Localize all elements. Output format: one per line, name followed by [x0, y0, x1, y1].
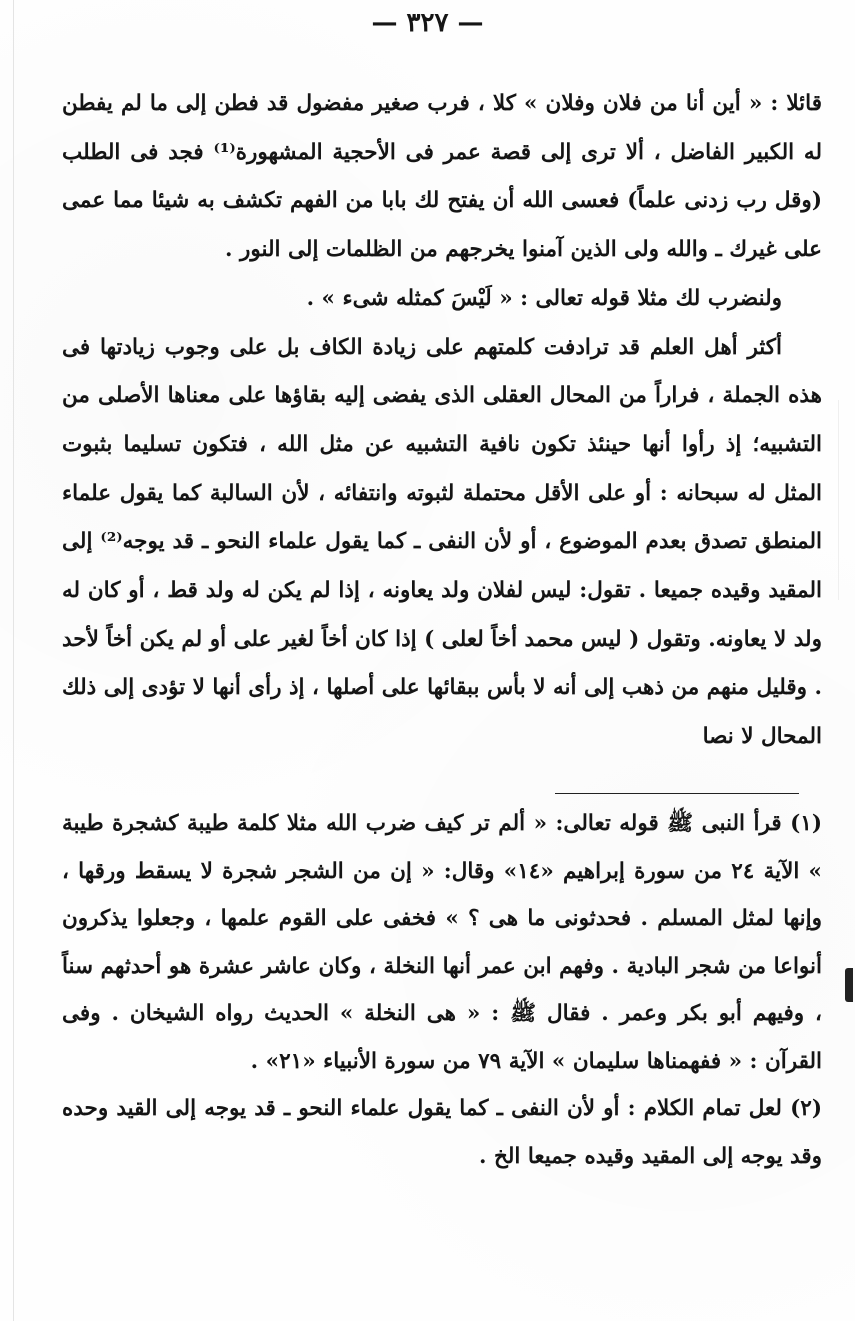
footnotes [62, 800, 822, 1180]
page-edge-crease [838, 400, 839, 600]
footnote: (٢) لعل تمام الكلام : أو لأن النفى ـ كما يقول علماء النحو ـ قد يوجه إلى القيد وحده وقد يوجه إلى المقيد وقيده جميعا الخ . [62, 1096, 822, 1169]
paragraph: أكثر أهل العلم قد ترادفت كلمتهم على زيادة الكاف بل على وجوب زيادتها فى هذه الجملة ، فراراً من المحال العقلى الذى يفضى إليه بقاؤها على معناها الأصلى من التشبيه؛ إذ رأوا أنها حينئذ تكون نافية التشبيه عن مثل الله ، فتكون تسليما بثبوت المثل له سبحانه : أو على الأقل محتملة لثبوته وانتفائه ، لأن السالبة كما يقول علماء المنطق تصدق بعدم الموضوع ، أو لأن النفى ـ كما يقول علماء النحو ـ قد يوجه⁽²⁾ إلى المقيد وقيده جميعا . تقول: ليس لفلان ولد يعاونه ، إذا لم يكن له ولد قط ، أو كان له ولد لا يعاونه. وتقول ( ليس محمد أخاً لعلى ) إذا كان أخاً لغير على أو لم يكن أخاً لأحد . وقليل منهم من ذهب إلى أنه لا بأس ببقائها على أصلها ، إذ رأى أنها لا تؤدى إلى ذلك المحال لا نصا [62, 334, 822, 750]
page-number: — ٣٢٧ — [371, 8, 484, 38]
footnote: (١) قرأ النبى ﷺ قوله تعالى: « ألم تر كيف ضرب الله مثلا كلمة طيبة كشجرة طيبة » الآية ٢٤ من سورة إبراهيم «١٤» وقال: « إن من الشجر شجرة لا يسقط ورقها ، وإنها لمثل المسلم . فحدثونى ما هى ؟ » فخفى على القوم علمها ، وجعلوا يذكرون أنواعا من شجر البادية . وفهم ابن عمر أنها النخلة ، وكان عاشر عشرة هو أحدثهم سناً ، وفيهم أبو بكر وعمر . فقال ﷺ : « هى النخلة » الحديث رواه الشيخان . وفى القرآن : « ففهمناها سليمان » الآية ٧٩ من سورة الأنبياء «٢١» . [62, 811, 822, 1074]
paragraph: قائلا : « أين أنا من فلان وفلان » كلا ، فرب صغير مفضول قد فطن إلى ما لم يفطن له الكبير الفاضل ، ألا ترى إلى قصة عمر فى الأحجية المشهورة⁽¹⁾ فجد فى الطلب (وقل رب زدنى علماً) فعسى الله أن يفتح لك بابا من الفهم تكشف به شيئا مما عمى على غيرك ـ والله ولى الذين آمنوا يخرجهم من الظلمات إلى النور . [62, 91, 822, 263]
main-text [62, 80, 822, 762]
page-edge-shadow [13, 0, 14, 1321]
footnote-separator [555, 793, 799, 794]
paragraph: ولنضرب لك مثلا قوله تعالى : « لَيْسَ كمثله شىء » . [306, 285, 782, 311]
margin-ink-blot [845, 968, 853, 1002]
